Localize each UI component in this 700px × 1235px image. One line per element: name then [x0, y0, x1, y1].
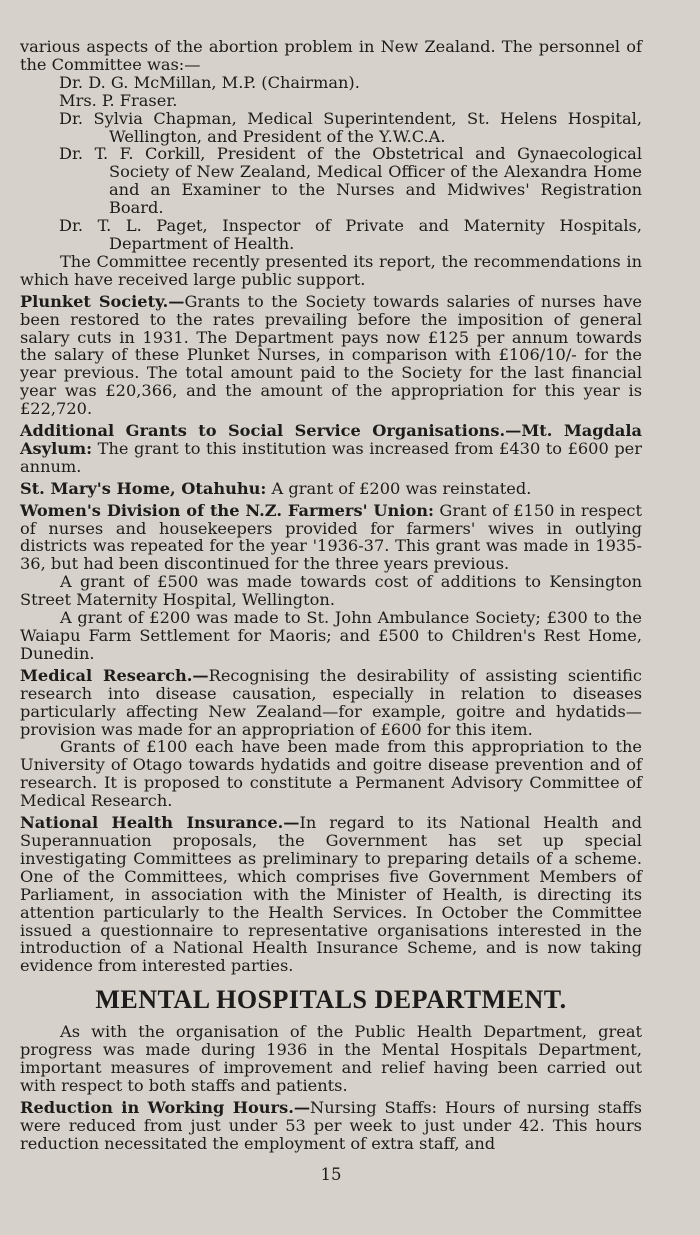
section-body: Grants to the Society towards salaries of nurses have been restored to the rates prevailing before the imposition of general salary cuts in 1931. The Department pays now £125 per annum towards the salary of these Plunket Nurses, in comparison with £106/10/- for the year previous. The total amount paid to the Society for the last financial year was £20,366, and the amount of the appropriation for this year is £22,720. — [20, 291, 642, 419]
section-heading: Additional Grants to Social Service Organisations.—Mt. Magdala Asylum: — [20, 421, 642, 458]
section-body: In regard to its National Health and Superannuation proposals, the Government has set up special investigating Committees as preliminary to preparing details of a scheme. One of the Committees, which comprises five Government Members of Parliament, in association with the Minister of Health, is directing its attention particularly to the Health Services. In October the Committee issued a questionnaire to representative organisations interested in the introduction of a National Health Insurance Scheme, and is now taking evidence from interested parties. — [20, 813, 642, 976]
st-marys-home-paragraph — [20, 480, 642, 498]
section-body: Nursing Staffs: Hours of nursing staffs were reduced from just under 53 per week to just under 42. This hours reduction necessitated the employment of extra staff, and — [20, 1097, 642, 1153]
section-heading: Medical Research.— — [20, 665, 209, 685]
section-heading: Reduction in Working Hours.— — [20, 1097, 311, 1117]
plunket-society-paragraph — [20, 293, 642, 418]
additional-grants-paragraph — [20, 422, 642, 476]
mental-hospitals-heading: MENTAL HOSPITALS DEPARTMENT. — [95, 985, 567, 1015]
kensington-grant-paragraph: A grant of £500 was made towards cost of additions to Kensington Street Maternity Hospital, Wellington. — [20, 572, 642, 610]
national-health-paragraph — [20, 814, 642, 975]
otago-grants-paragraph: Grants of £100 each have been made from this appropriation to the University of Otago towards hydatids and goitre disease prevention and of research. It is proposed to constitute a Permanent Advisory Committee of Medical Research. — [20, 737, 642, 811]
section-heading: St. Mary's Home, Otahuhu: — [20, 478, 267, 498]
committee-member-5: Dr. T. L. Paget, Inspector of Private and Maternity Hospitals, Department of Health. — [59, 216, 642, 253]
womens-division-paragraph — [20, 502, 642, 574]
section-body: Recognising the desirability of assisting scientific research into disease causation, especially in relation to diseases particularly affecting New Zealand—for example, goitre and hydatids—provision was made for an appropriation of £600 for this item. — [20, 665, 642, 739]
section-heading: Plunket Society.— — [20, 291, 185, 311]
section-body: A grant of £200 was reinstated. — [266, 478, 532, 498]
committee-member-2: Mrs. P. Fraser. — [59, 90, 178, 110]
committee-report-paragraph: The Committee recently presented its report, the recommendations in which have received large public support. — [20, 251, 642, 289]
page-number: 15 — [320, 1164, 342, 1184]
section-heading: National Health Insurance.— — [20, 813, 300, 833]
medical-research-paragraph — [20, 667, 642, 739]
committee-member-3: Dr. Sylvia Chapman, Medical Superintendent, St. Helens Hospital, Wellington, and President of the Y.W.C.A. — [59, 108, 642, 146]
committee-member-4: Dr. T. F. Corkill, President of the Obstetrical and Gynaecological Society of New Zealand, Medical Officer of the Alexandra Home and an Examiner to the Nurses and Midwives' Registration Board. — [59, 144, 642, 218]
working-hours-paragraph — [20, 1099, 642, 1153]
section-body: Grant of £150 in respect of nurses and housekeepers provided for farmers' wives in outlying districts was repeated for the year '1936-37. This grant was made in 1935-36, but had been discontinued for the three years previous. — [20, 500, 643, 574]
section-heading: Women's Division of the N.Z. Farmers' Union: — [20, 500, 435, 520]
mental-hospitals-intro: As with the organisation of the Public Health Department, great progress was made during 1936 in the Mental Hospitals Department, important measures of improvement and relief having been carried out with respect to both staffs and patients. — [20, 1022, 642, 1095]
committee-member-1: Dr. D. G. McMillan, M.P. (Chairman). — [59, 72, 360, 92]
intro-paragraph: various aspects of the abortion problem in New Zealand. The personnel of the Committee was:— — [20, 37, 642, 74]
st-john-grant-paragraph: A grant of £200 was made to St. John Ambulance Society; £300 to the Waiapu Farm Settlement for Maoris; and £500 to Children's Rest Home, Dunedin. — [20, 608, 642, 663]
section-body: The grant to this institution was increased from £430 to £600 per annum. — [20, 438, 642, 476]
